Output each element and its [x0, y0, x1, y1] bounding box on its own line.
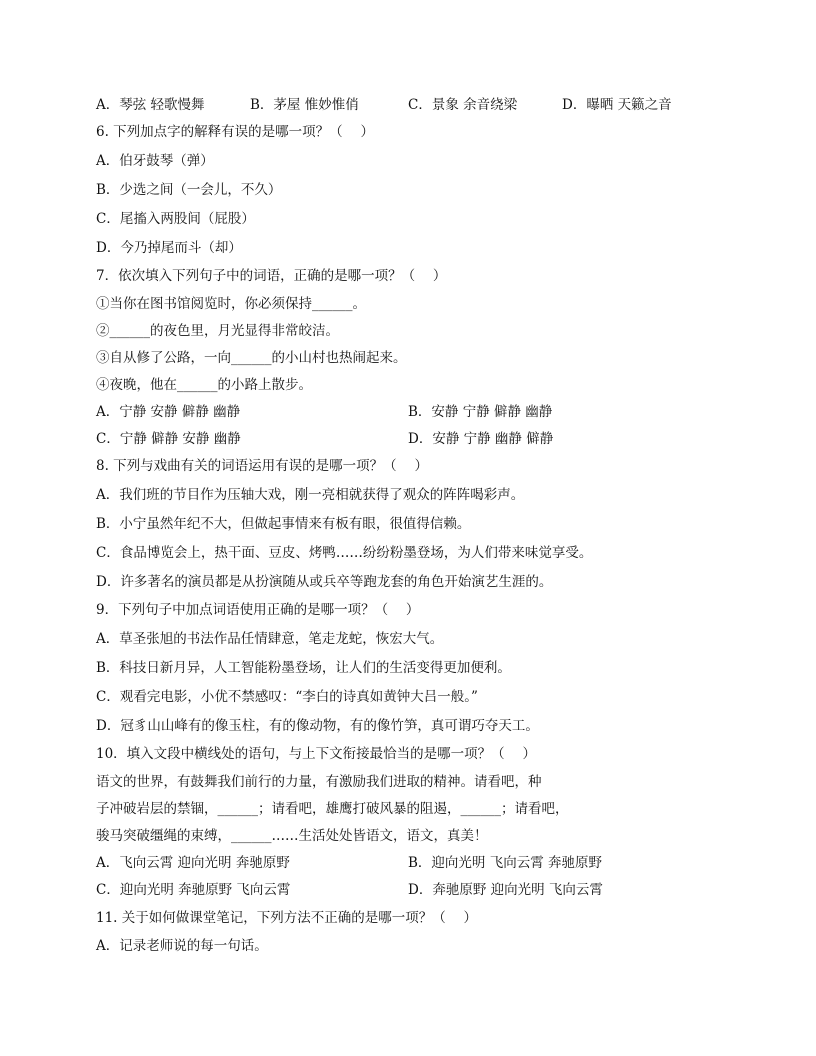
q9-option-d: D．冠豸山山峰有的像玉柱，有的像动物，有的像竹笋，真可谓巧夺天工。	[96, 718, 539, 734]
q6-option-c: C．尾搐入两股间（屁股）	[96, 211, 255, 227]
q7-sentence-1: ①当你在图书馆阅览时，你必须保持______。	[96, 296, 366, 312]
q6-stem: 6. 下列加点字的解释有误的是哪一项？（ ）	[96, 124, 374, 140]
q11-stem: 11. 关于如何做课堂笔记，下列方法不正确的是哪一项？（ ）	[96, 910, 478, 926]
q7-sentence-3: ③自从修了公路，一向______的小山村也热闹起来。	[96, 350, 407, 366]
q7-stem: 7．依次填入下列句子中的词语，正确的是哪一项？（ ）	[96, 268, 447, 284]
q8-stem: 8. 下列与戏曲有关的词语运用有误的是哪一项？（ ）	[96, 458, 428, 474]
q7-option-d: D．安静 宁静 幽静 僻静	[408, 431, 554, 447]
q5-option-b: B．茅屋 惟妙惟俏	[250, 97, 359, 113]
q8-option-d: D．许多著名的演员都是从扮演随从或兵卒等跑龙套的角色开始演艺生涯的。	[96, 574, 553, 590]
q10-option-b: B．迎向光明 飞向云霄 奔驰原野	[408, 855, 603, 871]
q8-option-a: A．我们班的节目作为压轴大戏，刚一亮相就获得了观众的阵阵喝彩声。	[96, 487, 525, 503]
q9-option-c: C．观看完电影，小优不禁感叹：“李白的诗真如黄钟大吕一般。”	[96, 689, 478, 705]
q10-passage-line-2: 子冲破岩层的禁锢，______；请看吧，雄鹰打破风暴的阻遏，______；请看吧，	[96, 801, 569, 817]
q10-passage-line-3: 骏马突破缰绳的束缚，______……生活处处皆语文，语文，真美！	[96, 828, 488, 844]
q9-option-a: A．草圣张旭的书法作品任情肆意，笔走龙蛇，恢宏大气。	[96, 631, 444, 647]
q7-option-c: C．宁静 僻静 安静 幽静	[96, 431, 241, 447]
q10-stem: 10．填入文段中横线处的语句，与上下文衔接最恰当的是哪一项？（ ）	[96, 746, 536, 762]
q11-option-a: A．记录老师说的每一句话。	[96, 938, 268, 954]
q5-option-a: A．琴弦 轻歌慢舞	[96, 97, 205, 113]
q10-passage-line-1: 语文的世界，有鼓舞我们前行的力量，有激励我们进取的精神。请看吧，种	[96, 774, 542, 790]
q7-sentence-2: ②______的夜色里，月光显得非常皎洁。	[96, 323, 339, 339]
q7-option-a: A．宁静 安静 僻静 幽静	[96, 404, 241, 420]
q5-option-d: D．曝晒 天籁之音	[562, 97, 672, 113]
q7-option-b: B．安静 宁静 僻静 幽静	[408, 404, 553, 420]
q6-option-a: A．伯牙鼓琴（弹）	[96, 153, 214, 169]
q8-option-b: B．小宁虽然年纪不大，但做起事情来有板有眼，很值得信赖。	[96, 516, 471, 532]
q5-option-c: C．景象 余音绕梁	[408, 97, 518, 113]
q7-sentence-4: ④夜晚，他在______的小路上散步。	[96, 377, 312, 393]
q6-option-b: B．少选之间（一会儿，不久）	[96, 182, 282, 198]
q10-option-a: A．飞向云霄 迎向光明 奔驰原野	[96, 855, 290, 871]
q10-option-d: D．奔驰原野 迎向光明 飞向云霄	[408, 882, 603, 898]
q10-option-c: C．迎向光明 奔驰原野 飞向云霄	[96, 882, 291, 898]
q8-option-c: C．食品博览会上，热干面、豆皮、烤鸭……纷纷粉墨登场，为人们带来味觉享受。	[96, 545, 593, 561]
q9-stem: 9．下列句子中加点词语使用正确的是哪一项？（ ）	[96, 602, 420, 618]
q9-option-b: B．科技日新月异，人工智能粉墨登场，让人们的生活变得更加便利。	[96, 660, 511, 676]
q6-option-d: D．今乃掉尾而斗（却）	[96, 240, 242, 256]
